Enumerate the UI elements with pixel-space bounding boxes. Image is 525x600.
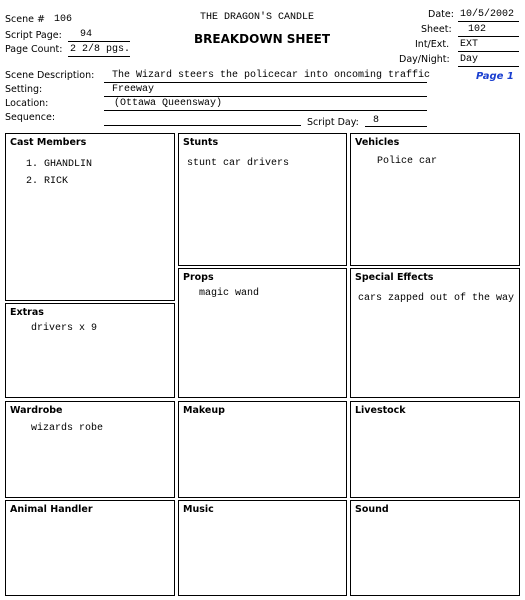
stunts-content: stunt car drivers [187, 158, 290, 169]
location-underline [104, 110, 427, 111]
day-night-value: Day [460, 54, 479, 65]
wardrobe-box[interactable] [5, 401, 175, 498]
setting-value: Freeway [112, 84, 155, 95]
scene-number-value: 106 [54, 14, 73, 25]
stunts-title: Stunts [183, 137, 219, 148]
page-count-underline [68, 56, 130, 57]
date-label: Date: [428, 9, 454, 20]
props-content: magic wand [199, 288, 260, 299]
sheet-title: BREAKDOWN SHEET [194, 32, 331, 46]
cast-members-list [26, 156, 92, 190]
music-box[interactable] [178, 500, 347, 596]
extras-title: Extras [10, 307, 44, 318]
sheet-value: 102 [468, 24, 487, 35]
script-page-underline [68, 41, 130, 42]
sheet-label: Sheet: [421, 24, 452, 35]
sheet-underline [458, 36, 519, 37]
cast-member-item: 1. GHANDLIN [26, 159, 93, 170]
cast-members-title: Cast Members [10, 137, 87, 148]
livestock-box[interactable] [350, 401, 520, 498]
special-effects-box[interactable] [350, 268, 520, 398]
sound-box[interactable] [350, 500, 520, 596]
day-night-underline [458, 66, 519, 67]
wardrobe-content: wizards robe [31, 423, 104, 434]
scene-description-value: The Wizard steers the policecar into oncoming traffic [112, 70, 431, 81]
cast-members-box[interactable] [5, 133, 175, 301]
animal-handler-box[interactable] [5, 500, 175, 596]
date-underline [458, 21, 519, 22]
script-day-underline [365, 126, 427, 127]
vehicles-title: Vehicles [355, 137, 400, 148]
int-ext-underline [458, 51, 519, 52]
location-label: Location: [5, 98, 49, 109]
setting-label: Setting: [5, 84, 43, 95]
production-title: THE DRAGON'S CANDLE [200, 12, 315, 23]
props-title: Props [183, 272, 214, 283]
cast-member-item: 2. RICK [26, 176, 69, 187]
setting-underline [104, 96, 427, 97]
extras-content: drivers x 9 [31, 323, 98, 334]
scene-description-label: Scene Description: [5, 70, 95, 81]
sound-title: Sound [355, 504, 389, 515]
animal-handler-title: Animal Handler [10, 504, 93, 515]
livestock-title: Livestock [355, 405, 406, 416]
special-effects-title: Special Effects [355, 272, 434, 283]
special-effects-content: cars zapped out of the way [358, 293, 515, 304]
stunts-box[interactable] [178, 133, 347, 266]
page-count-value: 2 2/8 pgs. [70, 44, 131, 55]
page-count-label: Page Count: [5, 44, 63, 55]
script-page-label: Script Page: [5, 30, 62, 41]
script-day-value: 8 [373, 115, 380, 126]
scene-number-label: Scene # [5, 14, 45, 25]
vehicles-box[interactable] [350, 133, 520, 266]
props-box[interactable] [178, 268, 347, 398]
vehicles-content: Police car [377, 156, 438, 167]
scene-description-underline [104, 82, 427, 83]
location-value: (Ottawa Queensway) [114, 98, 223, 109]
sequence-underline [104, 125, 301, 126]
script-day-label: Script Day: [307, 117, 359, 128]
sequence-label: Sequence: [5, 112, 56, 123]
int-ext-value: EXT [460, 39, 479, 50]
makeup-box[interactable] [178, 401, 347, 498]
wardrobe-title: Wardrobe [10, 405, 63, 416]
day-night-label: Day/Night: [399, 54, 450, 65]
page-number-label: Page 1 [476, 71, 514, 82]
music-title: Music [183, 504, 214, 515]
extras-box[interactable] [5, 303, 175, 398]
script-page-value: 94 [80, 29, 93, 40]
int-ext-label: Int/Ext. [415, 39, 450, 50]
makeup-title: Makeup [183, 405, 225, 416]
date-value: 10/5/2002 [460, 9, 515, 20]
